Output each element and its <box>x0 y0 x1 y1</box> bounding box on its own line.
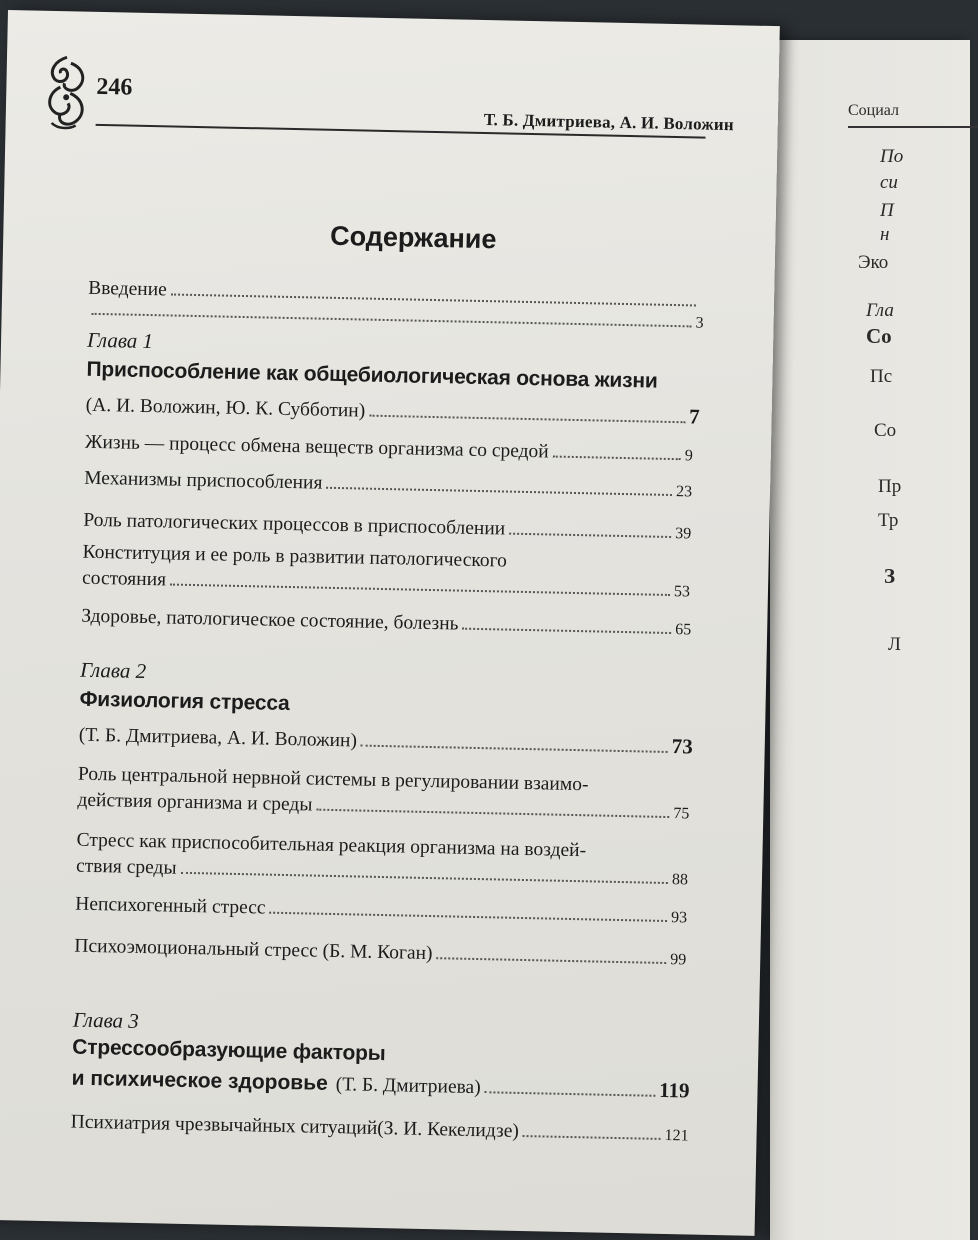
chapter-label: Глава 2 <box>79 657 147 684</box>
toc-entry <box>70 1112 688 1147</box>
leader-dots <box>361 745 668 753</box>
right-fragment: П <box>880 200 894 221</box>
toc-entry <box>75 894 687 929</box>
toc-entry-text: Здоровье, патологическое состояние, болезнь <box>81 605 459 635</box>
right-fragment: н <box>880 224 890 245</box>
page-title: Содержание <box>329 220 497 255</box>
right-page <box>770 40 970 1240</box>
toc-page-number: 119 <box>658 1077 690 1103</box>
running-header: Т. Б. Дмитриева, А. И. Воложин <box>483 109 735 135</box>
right-fragment: Гла <box>866 300 894 321</box>
chapter-title: Приспособление как общебиологическая основа жизни <box>86 357 658 393</box>
right-fragment: Со <box>866 324 892 348</box>
chapter-title: Физиология стресса <box>79 687 290 716</box>
toc-entry-authors: (А. И. Воложин, Ю. К. Субботин) <box>85 394 366 422</box>
toc-page-number: 99 <box>670 951 687 969</box>
toc-entry-text: Психоэмоциональный стресс (Б. М. Коган) <box>74 935 433 965</box>
toc-entry-text: Введение <box>87 277 168 301</box>
right-fragment: Со <box>874 420 897 441</box>
leader-dots <box>180 872 667 884</box>
toc-entry-text: состояния <box>81 567 167 591</box>
toc-entry <box>84 468 692 503</box>
right-fragment: По <box>880 146 904 167</box>
right-page-rule <box>848 126 978 128</box>
toc-entry-text: действия организма и среды <box>77 789 313 816</box>
toc-page-number: 53 <box>673 583 691 601</box>
toc-entry-text: Роль патологических процессов в приспособлении <box>83 509 506 540</box>
toc-entry-authors: (Т. Б. Дмитриева, А. И. Воложин) <box>78 724 358 752</box>
leader-dots <box>326 487 672 496</box>
toc-entry-text: Психиатрия чрезвычайных ситуаций(З. И. Кекелидзе) <box>70 1111 520 1142</box>
toc-entry-text: ствия среды <box>75 855 177 879</box>
leader-dots <box>485 1091 656 1097</box>
toc-entry-text: Стресс как приспособительная реакция организма на воздей- <box>76 829 587 862</box>
right-fragment: Пс <box>870 366 893 387</box>
leader-dots <box>509 533 671 538</box>
toc-page-number: 88 <box>671 871 689 889</box>
toc-entry <box>76 856 688 891</box>
toc-entry-text: Жизнь — процесс обмена веществ организма со средой <box>84 431 549 463</box>
leader-dots <box>523 1135 661 1140</box>
leader-dots <box>436 957 666 964</box>
leader-dots <box>553 456 681 461</box>
right-fragment: си <box>880 172 898 193</box>
right-fragment: Л <box>888 634 901 655</box>
toc-entry-text: Роль центральной нервной системы в регулировании взаимо- <box>77 763 589 796</box>
toc-entry <box>85 432 693 467</box>
toc-entry-text: Механизмы приспособления <box>83 467 323 494</box>
page-number: 246 <box>96 73 133 101</box>
chapter-label: Глава 3 <box>72 1007 140 1033</box>
toc-page-number: 7 <box>688 404 700 429</box>
right-fragment: З <box>884 564 896 588</box>
right-fragment: Пр <box>878 476 902 497</box>
toc-page-number: 73 <box>671 734 693 759</box>
right-fragment: Тр <box>878 510 899 531</box>
toc-entry <box>81 606 691 641</box>
book-page <box>0 10 780 1236</box>
leader-dots <box>92 313 692 328</box>
right-fragment: Эко <box>858 252 889 273</box>
leader-dots <box>316 809 669 818</box>
toc-entry-chapter-2 <box>79 722 693 760</box>
ornament-icon <box>39 53 93 132</box>
toc-page-number: 121 <box>664 1126 689 1145</box>
toc-page-number: 9 <box>684 447 693 465</box>
toc-page-number: 23 <box>675 483 693 501</box>
toc-entry <box>82 568 690 603</box>
toc-entry <box>77 790 689 825</box>
chapter-title: и психическое здоровье <box>71 1066 329 1095</box>
chapter-label: Глава 1 <box>86 327 154 354</box>
toc-entry-text: Конституция и ее роль в развитии патологического <box>82 541 508 572</box>
toc-page-number: 39 <box>675 525 692 543</box>
toc-entry-authors: (Т. Б. Дмитриева) <box>335 1074 481 1099</box>
leader-dots <box>369 415 685 424</box>
toc-entry <box>74 936 686 971</box>
toc-page-number: 93 <box>670 909 688 927</box>
toc-entry-chapter-3 <box>71 1066 689 1104</box>
toc-page-number: 3 <box>695 314 704 332</box>
right-page-header: Социал <box>848 102 900 119</box>
leader-dots <box>170 584 670 596</box>
toc-page-number: 65 <box>674 621 692 639</box>
toc-page-number: 75 <box>673 805 690 823</box>
leader-dots <box>269 912 667 922</box>
toc-entry <box>83 510 691 545</box>
chapter-title: Стрессообразующие факторы <box>72 1035 386 1066</box>
leader-dots <box>462 628 671 634</box>
toc-entry-text: Непсихогенный стресс <box>75 893 266 919</box>
toc-entry-chapter-1 <box>85 392 699 430</box>
